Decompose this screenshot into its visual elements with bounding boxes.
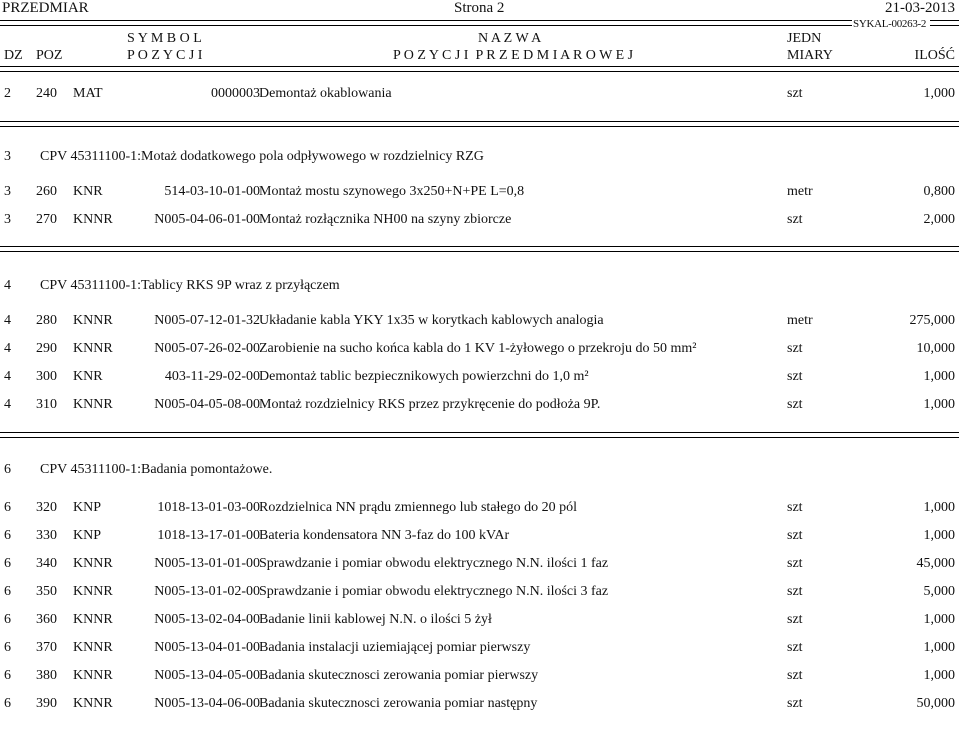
cell-unit: szt [787, 556, 803, 571]
cell-poz: 310 [36, 397, 57, 412]
cell-unit: metr [787, 184, 813, 199]
section-title: CPV 45311100-1:Badania pomontażowe. [40, 462, 273, 477]
cell-code: N005-04-06-01-00 [154, 212, 260, 227]
cell-poz: 240 [36, 86, 57, 101]
cell-code: N005-07-26-02-00 [154, 341, 260, 356]
section-divider [0, 121, 959, 127]
col-name-subheading: P O Z Y C J I P R Z E D M I A R O W E J [393, 48, 634, 63]
cell-unit: szt [787, 668, 803, 683]
cell-dz: 4 [4, 397, 11, 412]
cell-code: N005-13-01-01-00 [154, 556, 260, 571]
cell-quantity: 1,000 [923, 640, 955, 655]
cell-quantity: 0,800 [923, 184, 955, 199]
section-heading [0, 461, 959, 479]
document-title: PRZEDMIAR [2, 0, 89, 16]
cell-poz: 360 [36, 612, 57, 627]
table-row [0, 555, 959, 573]
cell-code: N005-13-01-02-00 [154, 584, 260, 599]
table-row [0, 396, 959, 414]
cell-quantity: 1,000 [923, 369, 955, 384]
header-top-rule-right [930, 20, 959, 26]
cell-name: Montaż rozłącznika NH00 na szyny zbiorcze [259, 212, 512, 227]
header-top-rule [0, 20, 852, 26]
table-row [0, 611, 959, 629]
cell-name: Badania instalacji uziemiającej pomiar pierwszy [259, 640, 531, 655]
cell-dz: 6 [4, 696, 11, 711]
cell-poz: 260 [36, 184, 57, 199]
cell-basis: KNNR [73, 341, 113, 356]
cell-quantity: 45,000 [916, 556, 955, 571]
cell-name: Demontaż tablic bezpiecznikowych powierzchni do 1,0 m² [259, 369, 589, 384]
cell-name: Rozdzielnica NN prądu zmiennego lub stałego do 20 pól [259, 500, 578, 515]
cell-code: 1018-13-01-03-00 [157, 500, 260, 515]
cell-poz: 320 [36, 500, 57, 515]
cell-name: Montaż mostu szynowego 3x250+N+PE L=0,8 [259, 184, 525, 199]
cell-unit: szt [787, 640, 803, 655]
document-date: 21-03-2013 [885, 0, 955, 16]
table-row [0, 583, 959, 601]
cell-unit: szt [787, 397, 803, 412]
cell-code: N005-04-05-08-00 [154, 397, 260, 412]
cell-basis: KNR [73, 369, 103, 384]
cell-dz: 6 [4, 668, 11, 683]
cell-name: Sprawdzanie i pomiar obwodu elektrycznego N.N. ilości 1 faz [259, 556, 609, 571]
cell-name: Demontaż okablowania [259, 86, 392, 101]
cell-code: N005-13-02-04-00 [154, 612, 260, 627]
col-dz-heading: DZ [4, 48, 23, 63]
cell-name: Zarobienie na sucho końca kabla do 1 KV 1-żyłowego o przekroju do 50 mm² [259, 341, 697, 356]
cell-unit: szt [787, 369, 803, 384]
cell-dz: 6 [4, 528, 11, 543]
cell-poz: 300 [36, 369, 57, 384]
cell-unit: szt [787, 584, 803, 599]
col-unit-subheading: MIARY [787, 48, 833, 63]
cell-basis: KNP [73, 500, 102, 515]
cell-poz: 380 [36, 668, 57, 683]
cell-code: 1018-13-17-01-00 [157, 528, 260, 543]
cell-poz: 270 [36, 212, 57, 227]
cell-quantity: 275,000 [909, 313, 955, 328]
col-symbol-subheading: P O Z Y C J I [127, 48, 203, 63]
table-row [0, 183, 959, 201]
cell-name: Sprawdzanie i pomiar obwodu elektrycznego N.N. ilości 3 faz [259, 584, 609, 599]
cell-dz: 3 [4, 184, 11, 199]
cell-code: 0000003 [211, 86, 260, 101]
cell-basis: KNNR [73, 612, 113, 627]
table-row [0, 211, 959, 229]
cell-poz: 340 [36, 556, 57, 571]
cell-dz: 6 [4, 462, 11, 477]
cell-dz: 4 [4, 313, 11, 328]
cell-basis: MAT [73, 86, 103, 101]
cell-quantity: 10,000 [916, 341, 955, 356]
col-poz-heading: POZ [36, 48, 63, 63]
table-row [0, 312, 959, 330]
cell-basis: KNNR [73, 212, 113, 227]
cell-poz: 370 [36, 640, 57, 655]
section-divider [0, 246, 959, 252]
cell-unit: szt [787, 500, 803, 515]
page-number: Strona 2 [454, 0, 505, 16]
cell-basis: KNR [73, 184, 103, 199]
cell-name: Montaż rozdzielnicy RKS przez przykręcenie do podłoża 9P. [259, 397, 601, 412]
cell-quantity: 1,000 [923, 397, 955, 412]
table-row [0, 85, 959, 103]
cell-basis: KNNR [73, 397, 113, 412]
cell-dz: 3 [4, 149, 11, 164]
cell-poz: 290 [36, 341, 57, 356]
cell-dz: 4 [4, 369, 11, 384]
table-row [0, 695, 959, 713]
section-title: CPV 45311100-1:Motaż dodatkowego pola odpływowego w rozdzielnicy RZG [40, 149, 484, 164]
cell-quantity: 1,000 [923, 500, 955, 515]
cell-basis: KNNR [73, 556, 113, 571]
cell-name: Badania skutecznosci zerowania pomiar pierwszy [259, 668, 539, 683]
cell-quantity: 1,000 [923, 612, 955, 627]
table-row [0, 340, 959, 358]
cell-dz: 6 [4, 640, 11, 655]
col-qty-heading: ILOŚĆ [914, 48, 955, 63]
cell-poz: 350 [36, 584, 57, 599]
table-row [0, 527, 959, 545]
cell-unit: szt [787, 696, 803, 711]
cell-unit: szt [787, 528, 803, 543]
cell-basis: KNNR [73, 640, 113, 655]
cell-dz: 3 [4, 212, 11, 227]
cell-dz: 6 [4, 584, 11, 599]
cell-dz: 4 [4, 341, 11, 356]
cell-unit: metr [787, 313, 813, 328]
cell-code: 403-11-29-02-00 [164, 369, 260, 384]
cell-basis: KNNR [73, 696, 113, 711]
cell-quantity: 50,000 [916, 696, 955, 711]
table-row [0, 368, 959, 386]
cell-unit: szt [787, 212, 803, 227]
cell-dz: 2 [4, 86, 11, 101]
cell-quantity: 1,000 [923, 668, 955, 683]
cell-quantity: 2,000 [923, 212, 955, 227]
col-unit-heading: JEDN [787, 31, 822, 46]
cell-unit: szt [787, 341, 803, 356]
cell-basis: KNNR [73, 584, 113, 599]
cell-poz: 330 [36, 528, 57, 543]
cell-quantity: 1,000 [923, 86, 955, 101]
cell-code: N005-13-04-06-00 [154, 696, 260, 711]
col-symbol-heading: S Y M B O L [127, 31, 202, 46]
cell-basis: KNNR [73, 313, 113, 328]
cell-name: Bateria kondensatora NN 3-faz do 100 kVAr [259, 528, 510, 543]
cell-dz: 6 [4, 612, 11, 627]
col-name-heading: N A Z W A [478, 31, 542, 46]
table-row [0, 639, 959, 657]
cell-name: Badania skutecznosci zerowania pomiar następny [259, 696, 538, 711]
header-bottom-rule [0, 66, 959, 72]
cell-unit: szt [787, 612, 803, 627]
table-row [0, 499, 959, 517]
section-title: CPV 45311100-1:Tablicy RKS 9P wraz z przyłączem [40, 278, 340, 293]
cell-code: 514-03-10-01-00 [164, 184, 260, 199]
cell-name: Układanie kabla YKY 1x35 w korytkach kablowych analogia [259, 313, 604, 328]
cell-poz: 390 [36, 696, 57, 711]
cell-poz: 280 [36, 313, 57, 328]
cell-name: Badanie linii kablowej N.N. o ilości 5 żył [259, 612, 492, 627]
cell-dz: 4 [4, 278, 11, 293]
cell-code: N005-07-12-01-32 [154, 313, 260, 328]
document-code: SYKAL-00263-2 [853, 18, 927, 30]
cell-quantity: 5,000 [923, 584, 955, 599]
table-row [0, 667, 959, 685]
section-divider [0, 432, 959, 438]
cell-unit: szt [787, 86, 803, 101]
cell-dz: 6 [4, 556, 11, 571]
cell-basis: KNP [73, 528, 102, 543]
cell-basis: KNNR [73, 668, 113, 683]
cell-code: N005-13-04-01-00 [154, 640, 260, 655]
cell-quantity: 1,000 [923, 528, 955, 543]
cell-dz: 6 [4, 500, 11, 515]
cell-code: N005-13-04-05-00 [154, 668, 260, 683]
section-heading [0, 148, 959, 166]
section-heading [0, 277, 959, 295]
